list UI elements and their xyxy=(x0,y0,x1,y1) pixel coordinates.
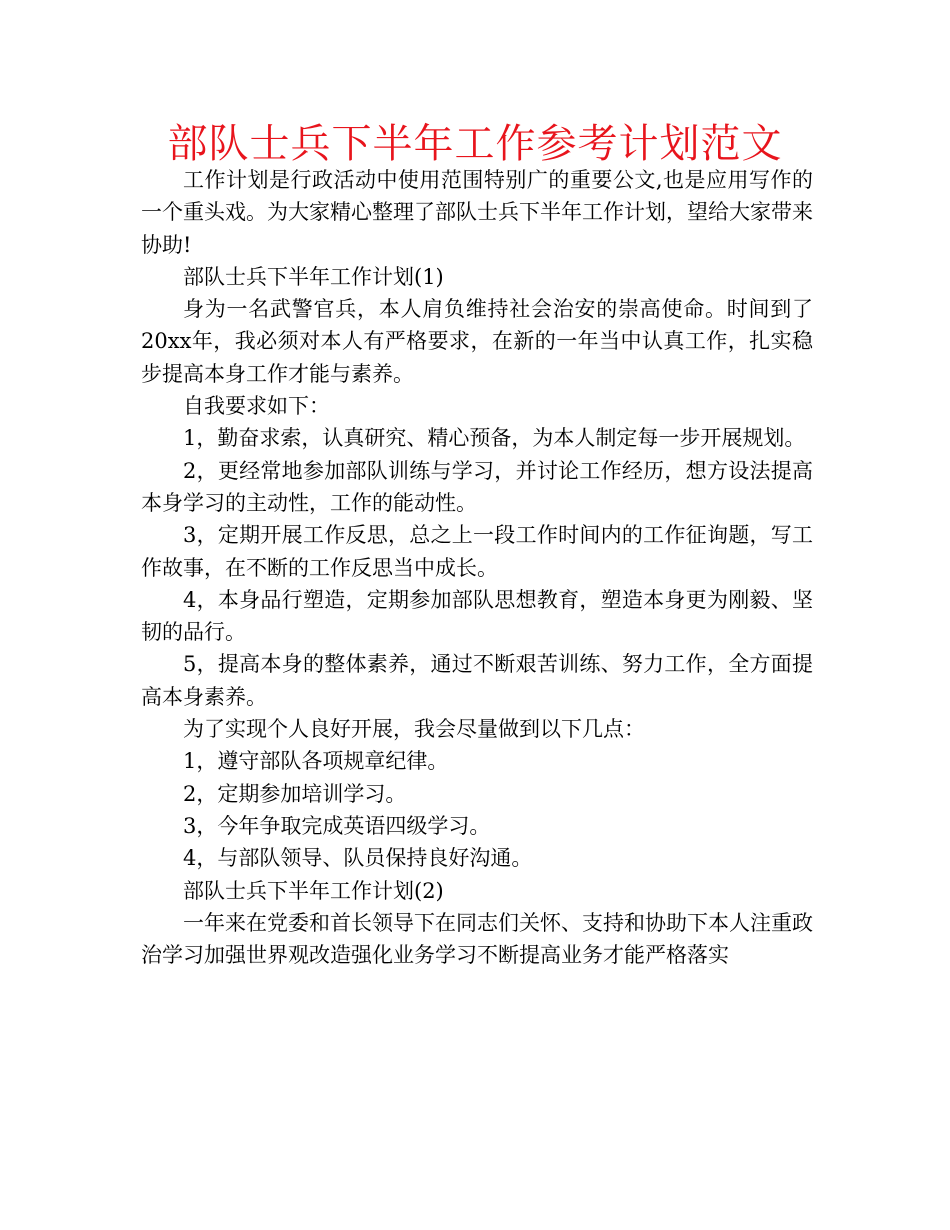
document-title: 部队士兵下半年工作参考计划范文 xyxy=(167,121,783,167)
list-item: 4，与部队领导、队员保持良好沟通。 xyxy=(183,846,533,871)
list-item: 1，遵守部队各项规章纪律。 xyxy=(183,749,449,774)
section-heading-2: 部队士兵下半年工作计划(2) xyxy=(183,878,444,903)
list-item: 2，更经常地参加部队训练与学习，并讨论工作经历，想方设法提高本身学习的主动性，工作的能动性。 xyxy=(141,458,813,515)
intro-paragraph: 工作计划是行政活动中使用范围特别广的重要公文,也是应用写作的一个重头戏。为大家精心整理了部队士兵下半年工作计划，望给大家带来协助! xyxy=(141,168,813,257)
document-body xyxy=(141,164,813,971)
paragraph: 一年来在党委和首长领导下在同志们关怀、支持和协助下本人注重政治学习加强世界观改造强化业务学习不断提高业务才能严格落实 xyxy=(141,910,813,968)
paragraph: 自我要求如下： xyxy=(183,394,330,419)
paragraph: 为了实现个人良好开展，我会尽量做到以下几点： xyxy=(183,717,645,742)
list-item: 3，今年争取完成英语四级学习。 xyxy=(183,813,491,838)
list-item: 1，勤奋求索，认真研究、精心预备，为本人制定每一步开展规划。 xyxy=(183,426,806,451)
paragraph: 身为一名武警官兵，本人肩负维持社会治安的崇高使命。时间到了20xx年，我必须对本人有严格要求，在新的一年当中认真工作，扎实稳步提高本身工作才能与素养。 xyxy=(141,297,813,386)
list-item: 4，本身品行塑造，定期参加部队思想教育，塑造本身更为刚毅、坚韧的品行。 xyxy=(141,587,813,645)
list-item: 3，定期开展工作反思，总之上一段工作时间内的工作征询题，写工作故事，在不断的工作反思当中成长。 xyxy=(141,523,813,580)
list-item: 5，提高本身的整体素养，通过不断艰苦训练、努力工作，全方面提高本身素养。 xyxy=(141,652,813,709)
section-heading-1: 部队士兵下半年工作计划(1) xyxy=(183,264,444,289)
list-item: 2，定期参加培训学习。 xyxy=(183,781,407,806)
